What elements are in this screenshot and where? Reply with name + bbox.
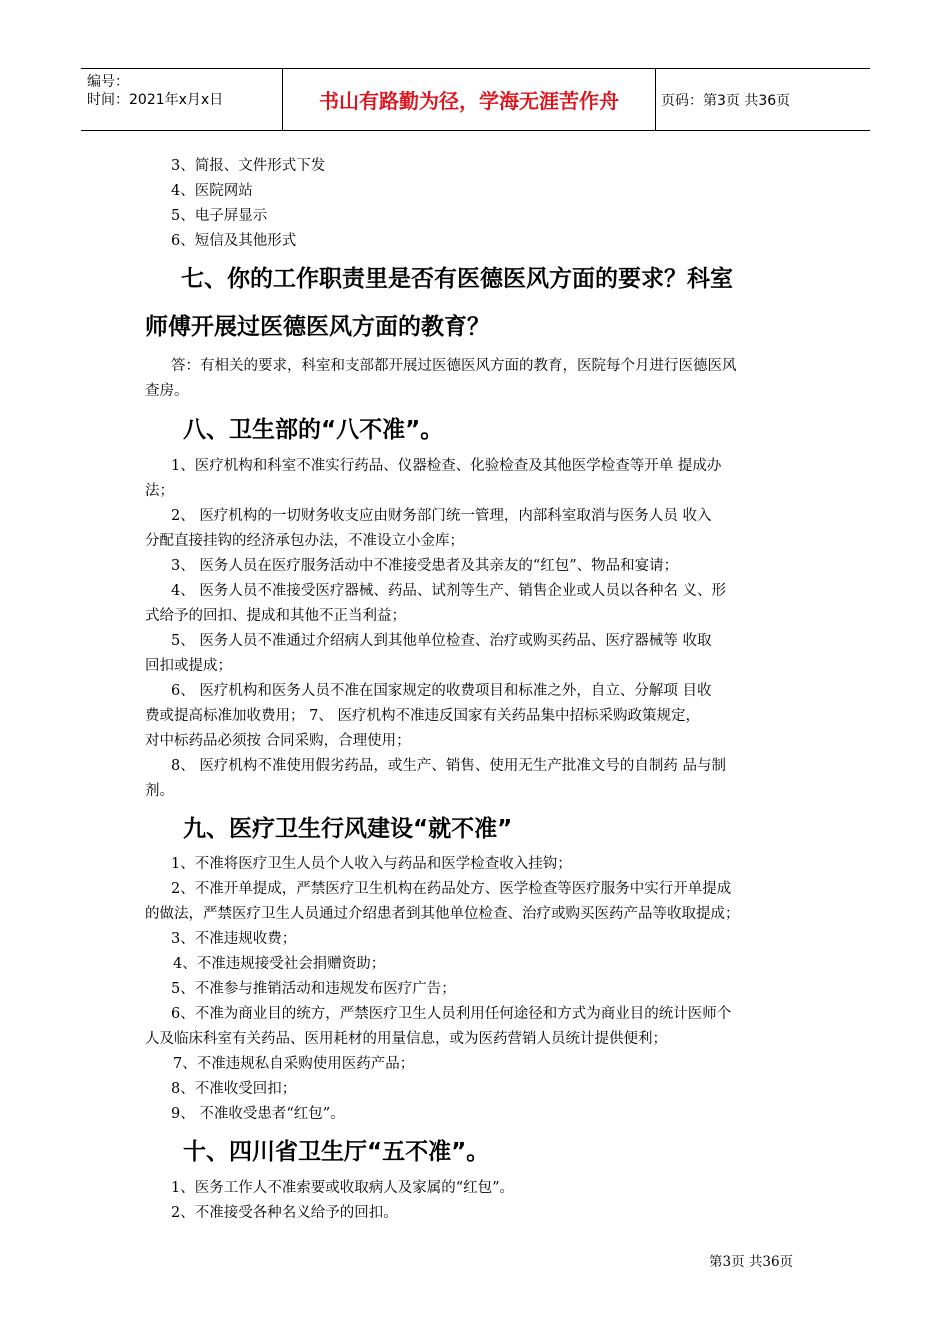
paragraph-line: 式给予的回扣、提成和其他不正当利益； xyxy=(145,608,406,624)
section-heading-7-line1: 七、你的工作职责里是否有医德医风方面的要求？科室 xyxy=(181,266,733,292)
paragraph-line: 6、不准为商业目的统方，严禁医疗卫生人员利用任何途径和方式为商业目的统计医师个 xyxy=(171,1006,732,1022)
paragraph-line: 1、医疗机构和科室不准实行药品、仪器检查、化验检查及其他医学检查等开单 提成办 xyxy=(171,458,722,474)
list-item: 5、电子屏显示 xyxy=(171,208,268,224)
paragraph-line: 3、 医务人员在医疗服务活动中不准接受患者及其亲友的“红包”、物品和宴请； xyxy=(171,558,679,574)
paragraph-line: 剂。 xyxy=(145,783,174,799)
answer-line: 答：有相关的要求，科室和支部都开展过医德医风方面的教育，医院每个月进行医德医风 xyxy=(171,358,737,374)
paragraph-line: 6、 医疗机构和医务人员不准在国家规定的收费项目和标准之外，自立、分解项 目收 xyxy=(171,683,712,699)
answer-line: 查房。 xyxy=(145,383,189,399)
section-heading-7-line2: 师傅开展过医德医风方面的教育？ xyxy=(145,314,490,340)
paragraph-line: 3、不准违规收费； xyxy=(171,931,297,947)
paragraph-line: 4、 医务人员不准接受医疗器械、药品、试剂等生产、销售企业或人员以各种名 义、形 xyxy=(171,583,726,599)
paragraph-line: 2、不准开单提成，严禁医疗卫生机构在药品处方、医学检查等医疗服务中实行开单提成 xyxy=(171,881,732,897)
paragraph-line: 2、 医疗机构的一切财务收支应由财务部门统一管理，内部科室取消与医务人员 收入 xyxy=(171,508,712,524)
section-heading-9: 九、医疗卫生行风建设“就不准” xyxy=(183,816,513,842)
paragraph-line: 对中标药品必须按 合同采购，合理使用； xyxy=(145,733,411,749)
paragraph-line: 1、不准将医疗卫生人员个人收入与药品和医学检查收入挂钩； xyxy=(171,856,572,872)
section-heading-8: 八、卫生部的“八不准”。 xyxy=(183,417,444,443)
list-item: 4、医院网站 xyxy=(171,183,253,199)
header-meta xyxy=(81,69,283,130)
header-motto: 书山有路勤为径，学海无涯苦作舟 xyxy=(283,69,656,130)
paragraph-line: 2、不准接受各种名义给予的回扣。 xyxy=(171,1205,398,1221)
paragraph-line: 4、不准违规接受社会捐赠资助； xyxy=(173,956,386,972)
paragraph-line: 1、医务工作人不准索要或收取病人及家属的“红包”。 xyxy=(171,1180,515,1196)
list-item: 6、短信及其他形式 xyxy=(171,233,297,249)
header-page-info: 页码：第3页 共36页 xyxy=(661,92,791,109)
paragraph-line: 分配直接挂钩的经济承包办法，不准设立小金库； xyxy=(145,533,464,549)
paragraph-line: 5、不准参与推销活动和违规发布医疗广告； xyxy=(171,981,456,997)
paragraph-line: 费或提高标准加收费用； 7、 医疗机构不准违反国家有关药品集中招标采购政策规定， xyxy=(145,708,700,724)
paragraph-line: 9、 不准收受患者“红包”。 xyxy=(171,1106,345,1122)
paragraph-line: 的做法，严禁医疗卫生人员通过介绍患者到其他单位检查、治疗或购买医药产品等收取提成； xyxy=(145,906,740,922)
paragraph-line: 回扣或提成； xyxy=(145,658,232,674)
paragraph-line: 7、不准违规私自采购使用医药产品； xyxy=(173,1056,415,1072)
section-heading-10: 十、四川省卫生厅“五不准”。 xyxy=(183,1139,490,1165)
paragraph-line: 8、不准收受回扣； xyxy=(171,1081,297,1097)
page-header xyxy=(81,68,870,131)
number-label: 编号： xyxy=(87,74,129,90)
date-line: 时间：2021年x月x日 xyxy=(87,92,224,108)
paragraph-line: 人及临床科室有关药品、医用耗材的用量信息，或为医药营销人员统计提供便利； xyxy=(145,1031,667,1047)
paragraph-line: 5、 医务人员不准通过介绍病人到其他单位检查、治疗或购买药品、医疗器械等 收取 xyxy=(171,633,712,649)
list-item: 3、简报、文件形式下发 xyxy=(171,158,326,174)
paragraph-line: 8、 医疗机构不准使用假劣药品，或生产、销售、使用无生产批准文号的自制药 品与制 xyxy=(171,758,726,774)
paragraph-line: 法； xyxy=(145,483,174,499)
page-footer: 第3页 共36页 xyxy=(709,1254,794,1270)
